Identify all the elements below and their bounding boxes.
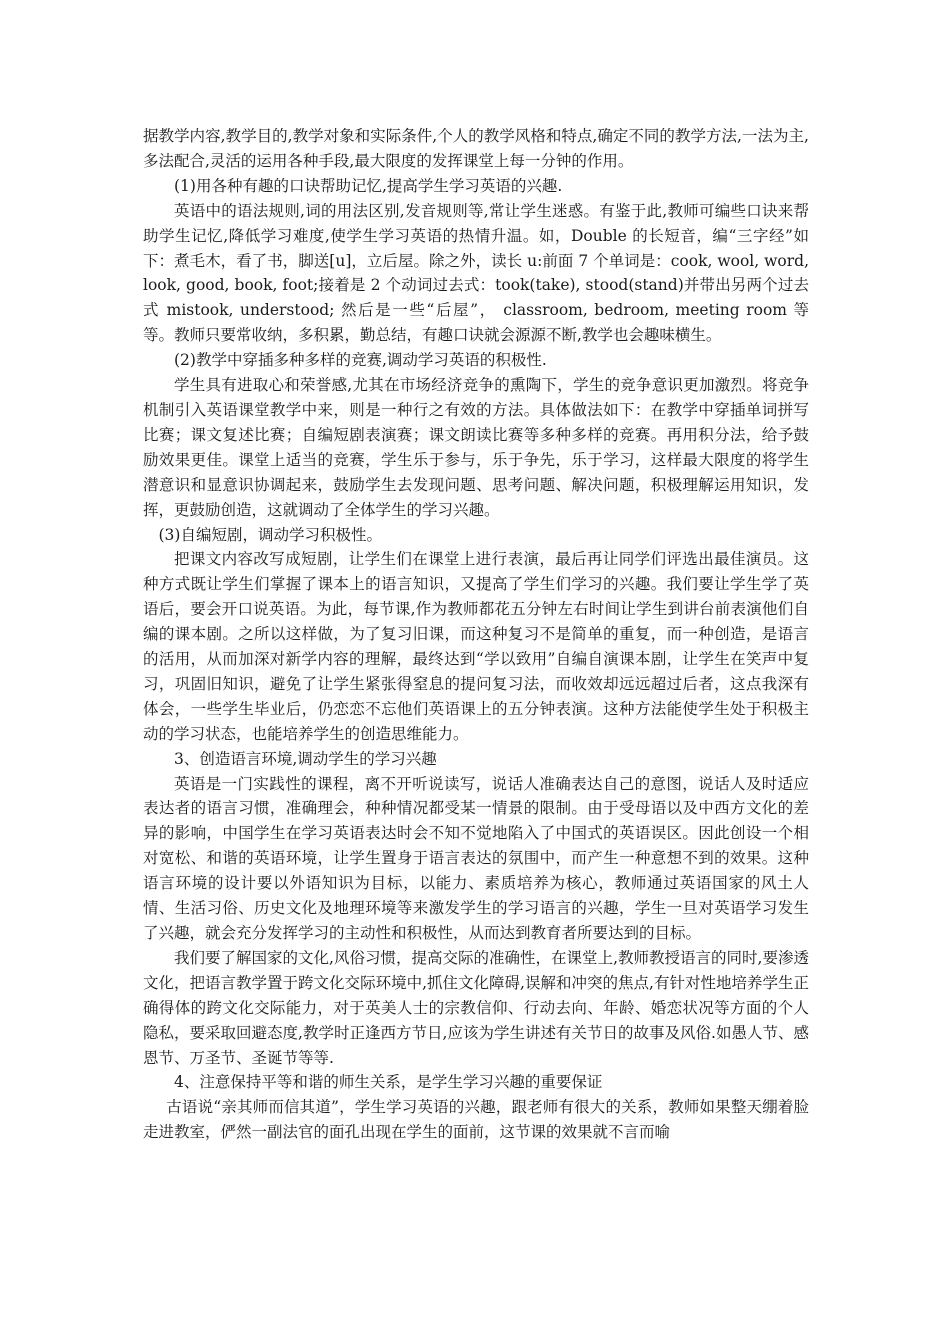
paragraph-language-environment: 英语是一门实践性的课程，离不开听说读写，说话人准确表达自己的意图，说话人及时适应表达者的语言习惯，准确理会，种种情况都受某一情景的限制。由于受母语以及中西方文化的差异的影响，中国学生在学习英语表达时会不知不觉地陷入了中国式的英语误区。因此创设一个相对宽松、和谐的英语环境，让学生置身于语言表达的氛围中，而产生一种意想不到的效果。这种语言环境的设计要以外语知识为目标，以能力、素质培养为核心，教师通过英语国家的风土人情、生活习俗、历史文化及地理环境等来激发学生的学习语言的兴趣，学生一旦对英语学习发生了兴趣，就会充分发挥学习的主动性和积极性，从而达到教育者所要达到的目标。 — [143, 774, 809, 942]
heading-section-3: 3、创造语言环境,调动学生的学习兴趣 — [174, 749, 437, 768]
paragraph-teacher-student: 古语说“亲其师而信其道”，学生学习英语的兴趣，跟老师有很大的关系，教师如果整天绷着脸走进教室，俨然一副法官的面孔出现在学生的面前，这节课的效果就不言而喻 — [143, 1098, 809, 1142]
subheading-competitions: (2)教学中穿插多种多样的竞赛,调动学习英语的积极性. — [174, 351, 547, 370]
paragraph-mnemonics: 英语中的语法规则,词的用法区别,发音规则等,常让学生迷惑。有鉴于此,教师可编些口诀来帮助学生记忆,降低学习难度,使学生学习英语的热情升温。如，Double 的长短音，编“三字经”如下：煮毛木，看了书，脚送[u]，立后屋。除之外，读长 u:前面 7 个单词是：cook, wool, word, look, good, book, foot;接着是 2 个动词过去式：took(take), stood(stand)并带出另两个过去式 mistook, understood; 然后是一些“后屋”， classroom, bedroom, meeting room 等等。教师只要常收纳，多积累，勤总结，有趣口诀就会源源不断,教学也会趣味横生。 — [143, 201, 809, 345]
heading-section-4: 4、注意保持平等和谐的师生关系，是学生学习兴趣的重要保证 — [174, 1073, 603, 1092]
paragraph-intro-continuation: 据教学内容,教学目的,教学对象和实际条件,个人的教学风格和特点,确定不同的教学方法,一法为主,多法配合,灵活的运用各种手段,最大限度的发挥课堂上每一分钟的作用。 — [143, 127, 809, 170]
subheading-mnemonics: (1)用各种有趣的口诀帮助记忆,提高学生学习英语的兴趣. — [174, 176, 563, 195]
paragraph-competitions: 学生具有进取心和荣誉感,尤其在市场经济竞争的熏陶下，学生的竞争意识更加激烈。将竞争机制引入英语课堂教学中来，则是一种行之有效的方法。具体做法如下：在教学中穿插单词拼写比赛；课文复述比赛；自编短剧表演赛；课文朗读比赛等多种多样的竞赛。再用积分法，给予鼓励效果更佳。课堂上适当的竞赛，学生乐于参与，乐于争先，乐于学习，这样最大限度的将学生潜意识和显意识协调起来，鼓励学生去发现问题、思考问题、解决问题，积极理解运用知识，发挥，更鼓励创造，这就调动了全体学生的学习兴趣。 — [143, 376, 809, 519]
paragraph-short-plays: 把课文内容改写成短剧，让学生们在课堂上进行表演，最后再让同学们评选出最佳演员。这种方式既让学生们掌握了课本上的语言知识，又提高了学生们学习的兴趣。我们要让学生学了英语后，要会开口说英语。为此，每节课,作为教师都花五分钟左右时间让学生到讲台前表演他们自编的课本剧。之所以这样做，为了复习旧课，而这种复习不是简单的重复，而一种创造，是语言的活用，从而加深对新学内容的理解，最终达到“学以致用”自编自演课本剧，让学生在笑声中复习，巩固旧知识，避免了让学生紧张得窒息的提问复习法，而收效却远远超过后者，这点我深有体会，一些学生毕业后，仍恋恋不忘他们英语课上的五分钟表演。这种方法能使学生处于积极主动的学习状态，也能培养学生的创造思维能力。 — [143, 550, 809, 743]
paragraph-culture: 我们要了解国家的文化,风俗习惯，提高交际的准确性，在课堂上,教师教授语言的同时,要渗透文化，把语言教学置于跨文化交际环境中,抓住文化障碍,误解和冲突的焦点,有针对性地培养学生正确得体的跨文化交际能力，对于英美人士的宗教信仰、行动去向、年龄、婚恋状况等方面的个人隐私，要采取回避态度,教学时正逢西方节日,应该为学生讲述有关节日的故事及风俗.如愚人节、感恩节、万圣节、圣诞节等等. — [143, 948, 809, 1067]
document-body — [143, 124, 809, 1145]
subheading-short-plays: (3)自编短剧，调动学习积极性。 — [158, 525, 382, 544]
